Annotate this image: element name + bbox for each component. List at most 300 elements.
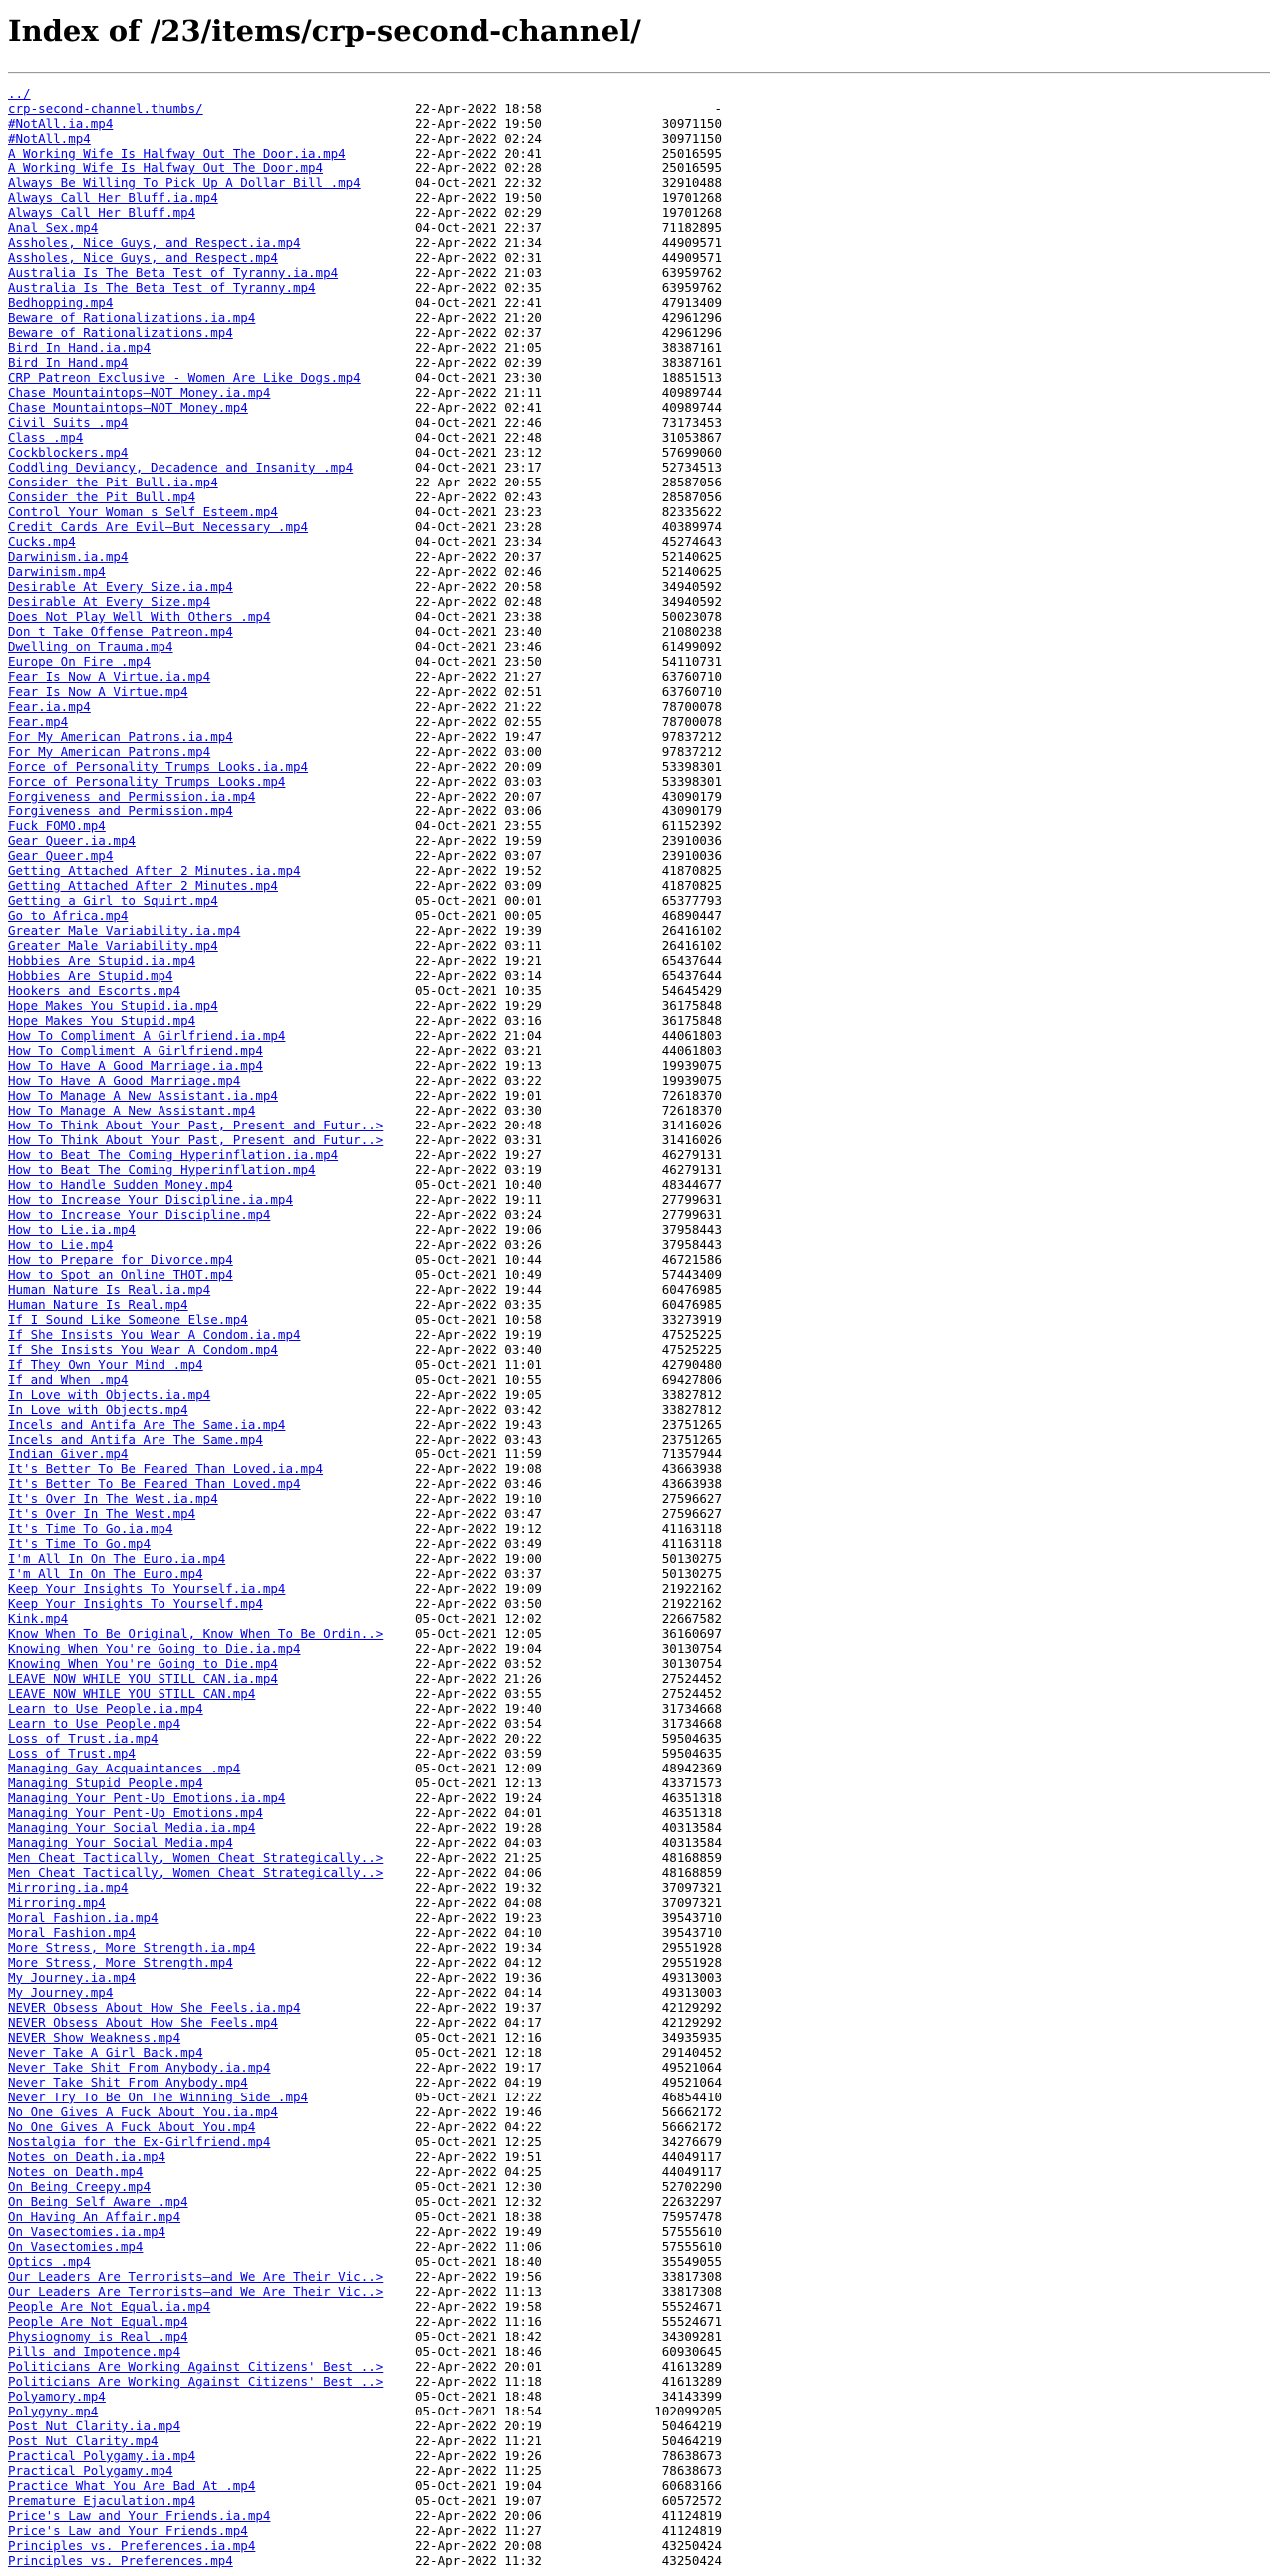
file-row	[8, 2239, 1272, 2254]
file-row	[8, 1447, 1272, 1461]
file-link[interactable]: Assholes, Nice Guys, and Respect.ia.mp4	[8, 234, 301, 250]
file-size: 50130275	[661, 1565, 722, 1581]
file-date: 22-Apr-2022 19:52	[415, 862, 542, 878]
file-link[interactable]: Forgiveness and Permission.ia.mp4	[8, 788, 256, 804]
file-date: 05-Oct-2021 12:32	[415, 2193, 542, 2209]
file-size: 42961296	[661, 324, 722, 340]
file-link[interactable]: How to Beat The Coming Hyperinflation.ia.mp4	[8, 1146, 339, 1162]
file-link[interactable]: Post Nut Clarity.mp4	[8, 2432, 159, 2448]
file-link[interactable]: How to Lie.mp4	[8, 1236, 114, 1252]
file-date: 22-Apr-2022 19:39	[415, 922, 542, 938]
file-link[interactable]: Incels and Antifa Are The Same.mp4	[8, 1431, 263, 1447]
file-link[interactable]: Fear.mp4	[8, 713, 69, 729]
file-link[interactable]: People Are Not Equal.mp4	[8, 2313, 188, 2329]
file-link[interactable]: Darwinism.ia.mp4	[8, 548, 129, 564]
file-row	[8, 161, 1272, 175]
file-size: 34935935	[661, 2029, 722, 2045]
file-row	[8, 504, 1272, 519]
file-link[interactable]: Pills and Impotence.mp4	[8, 2343, 181, 2359]
file-link[interactable]: Civil Suits .mp4	[8, 414, 129, 430]
file-date: 22-Apr-2022 21:04	[415, 1027, 542, 1043]
file-row	[8, 1058, 1272, 1073]
file-link[interactable]: Always Call Her Bluff.ia.mp4	[8, 189, 218, 205]
file-link[interactable]: A Working Wife Is Halfway Out The Door.mp4	[8, 160, 324, 175]
file-row	[8, 1910, 1272, 1925]
file-link[interactable]: Notes on Death.mp4	[8, 2163, 144, 2179]
file-link[interactable]: Force of Personality Trumps Looks.ia.mp4	[8, 758, 309, 774]
file-link[interactable]: How To Have A Good Marriage.ia.mp4	[8, 1057, 263, 1073]
file-size: 65437644	[661, 952, 722, 968]
file-link[interactable]: LEAVE NOW WHILE YOU STILL CAN.mp4	[8, 1685, 256, 1701]
file-link[interactable]: I'm All In On The Euro.mp4	[8, 1565, 203, 1581]
file-link[interactable]: Price's Law and Your Friends.ia.mp4	[8, 2507, 271, 2523]
file-link[interactable]: On Vasectomies.ia.mp4	[8, 2223, 166, 2239]
file-date: 22-Apr-2022 20:09	[415, 758, 542, 774]
file-link[interactable]: Our Leaders Are Terrorists—and We Are Their Vic..>	[8, 2268, 384, 2284]
file-size: 54645429	[661, 982, 722, 998]
file-link[interactable]: Mirroring.ia.mp4	[8, 1879, 129, 1895]
file-row	[8, 564, 1272, 579]
file-link[interactable]: crp-second-channel.thumbs/	[8, 100, 203, 116]
file-link[interactable]: Keep Your Insights To Yourself.mp4	[8, 1595, 263, 1611]
file-link[interactable]: Don t Take Offense Patreon.mp4	[8, 623, 233, 639]
file-link[interactable]: Indian Giver.mp4	[8, 1446, 129, 1461]
file-link[interactable]: Men Cheat Tactically, Women Cheat Strategically..>	[8, 1849, 384, 1865]
file-link[interactable]: Forgiveness and Permission.mp4	[8, 803, 233, 818]
file-date: 22-Apr-2022 19:23	[415, 1909, 542, 1925]
file-link[interactable]: It's Time To Go.mp4	[8, 1535, 151, 1551]
file-date: 22-Apr-2022 21:11	[415, 384, 542, 400]
file-link[interactable]: Beware of Rationalizations.ia.mp4	[8, 309, 256, 325]
file-row	[8, 2269, 1272, 2284]
file-link[interactable]: Assholes, Nice Guys, and Respect.mp4	[8, 249, 278, 265]
file-link[interactable]: Australia Is The Beta Test of Tyranny.mp4	[8, 279, 316, 295]
file-link[interactable]: For My American Patrons.mp4	[8, 743, 211, 759]
file-link[interactable]: #NotAll.mp4	[8, 130, 91, 146]
file-row	[8, 1626, 1272, 1641]
file-link[interactable]: For My American Patrons.ia.mp4	[8, 728, 233, 744]
file-link[interactable]: Know When To Be Original, Know When To Be Ordin..>	[8, 1625, 384, 1641]
file-link[interactable]: A Working Wife Is Halfway Out The Door.ia.mp4	[8, 145, 346, 161]
file-link[interactable]: On Being Self Aware .mp4	[8, 2193, 188, 2209]
file-listing	[8, 86, 1272, 2568]
file-link[interactable]: Loss of Trust.ia.mp4	[8, 1730, 159, 1746]
file-size: 40389974	[661, 518, 722, 534]
file-date: 05-Oct-2021 12:25	[415, 2133, 542, 2149]
file-link[interactable]: Consider the Pit Bull.mp4	[8, 488, 196, 504]
file-link[interactable]: Physiognomy is Real .mp4	[8, 2328, 188, 2344]
file-link[interactable]: How to Handle Sudden Money.mp4	[8, 1176, 233, 1192]
file-row	[8, 445, 1272, 460]
page-title: Index of /23/items/crp-second-channel/	[8, 14, 641, 48]
file-link[interactable]: Bedhopping.mp4	[8, 294, 114, 310]
file-link[interactable]: No One Gives A Fuck About You.mp4	[8, 2118, 256, 2134]
file-size: 27596627	[661, 1490, 722, 1506]
file-size: 72618370	[661, 1102, 722, 1118]
file-link[interactable]: Principles vs. Preferences.mp4	[8, 2552, 233, 2568]
file-row	[8, 1880, 1272, 1895]
file-link[interactable]: Desirable At Every Size.mp4	[8, 593, 211, 609]
file-date: 22-Apr-2022 19:11	[415, 1191, 542, 1207]
file-link[interactable]: Nostalgia for the Ex-Girlfriend.mp4	[8, 2133, 271, 2149]
file-link[interactable]: Class .mp4	[8, 429, 84, 445]
file-link[interactable]: Managing Stupid People.mp4	[8, 1774, 203, 1790]
file-row	[8, 190, 1272, 205]
file-link[interactable]: Politicians Are Working Against Citizens' Best ..>	[8, 2358, 384, 2374]
file-link[interactable]: Loss of Trust.mp4	[8, 1745, 136, 1761]
file-link[interactable]: How To Manage A New Assistant.ia.mp4	[8, 1087, 278, 1103]
file-row	[8, 2209, 1272, 2224]
file-date: 22-Apr-2022 04:22	[415, 2118, 542, 2134]
file-link[interactable]: Desirable At Every Size.ia.mp4	[8, 578, 233, 594]
file-size: 97837212	[661, 728, 722, 744]
file-link[interactable]: Principles vs. Preferences.ia.mp4	[8, 2537, 256, 2553]
file-link[interactable]: #NotAll.ia.mp4	[8, 115, 114, 131]
file-row	[8, 2433, 1272, 2448]
file-row	[8, 2359, 1272, 2374]
file-row	[8, 893, 1272, 908]
file-size: 48168859	[661, 1849, 722, 1865]
file-row	[8, 1342, 1272, 1357]
file-link[interactable]: It's Better To Be Feared Than Loved.ia.mp4	[8, 1460, 324, 1476]
file-link[interactable]: How to Increase Your Discipline.ia.mp4	[8, 1191, 293, 1207]
file-date: 04-Oct-2021 22:37	[415, 219, 542, 235]
file-date: 22-Apr-2022 04:19	[415, 2074, 542, 2090]
file-link[interactable]: Greater Male Variability.mp4	[8, 937, 218, 953]
file-link[interactable]: How To Have A Good Marriage.mp4	[8, 1072, 241, 1088]
file-date: 22-Apr-2022 11:27	[415, 2522, 542, 2538]
file-row	[8, 2254, 1272, 2269]
file-link[interactable]: Dwelling on Trauma.mp4	[8, 638, 173, 654]
file-link[interactable]: Politicians Are Working Against Citizens' Best ..>	[8, 2373, 384, 2389]
parent-directory-row	[8, 86, 1272, 101]
file-link[interactable]: If I Sound Like Someone Else.mp4	[8, 1311, 248, 1327]
file-link[interactable]: Never Take Shit From Anybody.mp4	[8, 2074, 248, 2090]
file-size: 50130275	[661, 1550, 722, 1566]
file-size: 27799631	[661, 1206, 722, 1222]
file-row	[8, 998, 1272, 1013]
file-link[interactable]: Hope Makes You Stupid.mp4	[8, 1012, 196, 1028]
file-date: 22-Apr-2022 02:28	[415, 160, 542, 175]
file-date: 22-Apr-2022 03:11	[415, 937, 542, 953]
file-link[interactable]: Fear Is Now A Virtue.mp4	[8, 683, 188, 699]
file-size: 52140625	[661, 548, 722, 564]
file-link[interactable]: Polygyny.mp4	[8, 2403, 99, 2418]
file-link[interactable]: Consider the Pit Bull.ia.mp4	[8, 474, 218, 489]
file-row	[8, 669, 1272, 684]
file-link[interactable]: Fuck FOMO.mp4	[8, 817, 106, 833]
file-link[interactable]: Never Take Shit From Anybody.ia.mp4	[8, 2059, 271, 2075]
file-size: 29551928	[661, 1939, 722, 1955]
file-row	[8, 744, 1272, 759]
file-link[interactable]: No One Gives A Fuck About You.ia.mp4	[8, 2103, 278, 2119]
file-row	[8, 579, 1272, 594]
file-link[interactable]: Optics .mp4	[8, 2253, 91, 2269]
file-link[interactable]: CRP Patreon Exclusive - Women Are Like Dogs.mp4	[8, 369, 361, 385]
file-link[interactable]: Never Take A Girl Back.mp4	[8, 2044, 203, 2060]
file-link[interactable]: Keep Your Insights To Yourself.ia.mp4	[8, 1580, 286, 1596]
file-size: 31734668	[661, 1700, 722, 1716]
file-size: 56662172	[661, 2103, 722, 2119]
file-date: 05-Oct-2021 12:13	[415, 1774, 542, 1790]
file-date: 05-Oct-2021 18:40	[415, 2253, 542, 2269]
file-link[interactable]: Never Try To Be On The Winning Side .mp4	[8, 2089, 309, 2104]
file-link[interactable]: On Having An Affair.mp4	[8, 2208, 181, 2224]
file-date: 22-Apr-2022 19:51	[415, 2148, 542, 2164]
file-link[interactable]: It's Over In The West.ia.mp4	[8, 1490, 218, 1506]
file-size: 41613289	[661, 2358, 722, 2374]
file-link[interactable]: Managing Gay Acquaintances .mp4	[8, 1760, 241, 1775]
file-link[interactable]: Human Nature Is Real.mp4	[8, 1296, 188, 1312]
file-date: 22-Apr-2022 03:26	[415, 1236, 542, 1252]
file-link[interactable]: Price's Law and Your Friends.mp4	[8, 2522, 248, 2538]
file-link[interactable]: Getting Attached After 2 Minutes.mp4	[8, 877, 278, 893]
file-size: 50023078	[661, 608, 722, 624]
file-row	[8, 2000, 1272, 2015]
file-size: 43250424	[661, 2552, 722, 2568]
file-link[interactable]: If They Own Your Mind .mp4	[8, 1356, 203, 1372]
file-date: 22-Apr-2022 20:01	[415, 2358, 542, 2374]
file-link[interactable]: Chase Mountaintops—NOT Money.ia.mp4	[8, 384, 271, 400]
file-size: 48344677	[661, 1176, 722, 1192]
file-row	[8, 370, 1272, 385]
file-link[interactable]: How to Spot an Online THOT.mp4	[8, 1266, 233, 1282]
file-link[interactable]: Chase Mountaintops—NOT Money.mp4	[8, 399, 248, 415]
file-link[interactable]: Does Not Play Well With Others .mp4	[8, 608, 271, 624]
file-link[interactable]: Darwinism.mp4	[8, 563, 106, 579]
file-link[interactable]: Cucks.mp4	[8, 533, 76, 549]
file-link[interactable]: Europe On Fire .mp4	[8, 653, 151, 669]
file-link[interactable]: Notes on Death.ia.mp4	[8, 2148, 166, 2164]
file-link[interactable]: Learn to Use People.mp4	[8, 1715, 181, 1731]
file-row	[8, 1252, 1272, 1267]
file-size: 43663938	[661, 1460, 722, 1476]
file-link[interactable]: Coddling Deviancy, Decadence and Insanity .mp4	[8, 459, 354, 475]
file-link[interactable]: Moral Fashion.ia.mp4	[8, 1909, 159, 1925]
file-link[interactable]: Practice What You Are Bad At .mp4	[8, 2477, 256, 2493]
file-size: -	[714, 100, 722, 116]
file-date: 22-Apr-2022 19:28	[415, 1819, 542, 1835]
file-row	[8, 2508, 1272, 2523]
file-link[interactable]: If and When .mp4	[8, 1371, 129, 1387]
file-link[interactable]: Premature Ejaculation.mp4	[8, 2492, 196, 2508]
file-link[interactable]: Bird In Hand.ia.mp4	[8, 339, 151, 355]
file-link[interactable]: If She Insists You Wear A Condom.mp4	[8, 1341, 278, 1357]
file-row	[8, 175, 1272, 190]
file-link[interactable]: Kink.mp4	[8, 1610, 69, 1626]
file-link[interactable]: How To Think About Your Past, Present and Futur..>	[8, 1131, 384, 1147]
file-size: 37958443	[661, 1221, 722, 1237]
parent-directory-link[interactable]: ../	[8, 85, 31, 101]
file-link[interactable]: Managing Your Social Media.ia.mp4	[8, 1819, 256, 1835]
file-row	[8, 1267, 1272, 1282]
file-size: 31053867	[661, 429, 722, 445]
file-date: 22-Apr-2022 03:14	[415, 967, 542, 983]
file-link[interactable]: Managing Your Pent-Up Emotions.mp4	[8, 1804, 263, 1820]
file-date: 22-Apr-2022 04:01	[415, 1804, 542, 1820]
file-size: 52734513	[661, 459, 722, 475]
file-link[interactable]: If She Insists You Wear A Condom.ia.mp4	[8, 1326, 301, 1342]
file-link[interactable]: NEVER Obsess About How She Feels.ia.mp4	[8, 1999, 301, 2015]
file-link[interactable]: How to Lie.ia.mp4	[8, 1221, 136, 1237]
file-date: 22-Apr-2022 03:35	[415, 1296, 542, 1312]
file-link[interactable]: Human Nature Is Real.ia.mp4	[8, 1281, 211, 1297]
file-link[interactable]: Bird In Hand.mp4	[8, 354, 129, 370]
file-link[interactable]: In Love with Objects.mp4	[8, 1401, 188, 1417]
file-row	[8, 1506, 1272, 1521]
file-link[interactable]: On Being Creepy.mp4	[8, 2178, 151, 2194]
file-row	[8, 2418, 1272, 2433]
file-row	[8, 1970, 1272, 1985]
file-row	[8, 594, 1272, 609]
file-size: 34276679	[661, 2133, 722, 2149]
file-link[interactable]: NEVER Obsess About How She Feels.mp4	[8, 2014, 278, 2030]
file-link[interactable]: Hope Makes You Stupid.ia.mp4	[8, 997, 218, 1013]
file-link[interactable]: Greater Male Variability.ia.mp4	[8, 922, 241, 938]
file-size: 56662172	[661, 2118, 722, 2134]
file-link[interactable]: Practical Polygamy.ia.mp4	[8, 2447, 196, 2463]
file-link[interactable]: Hookers and Escorts.mp4	[8, 982, 181, 998]
file-size: 44909571	[661, 234, 722, 250]
file-link[interactable]: How To Compliment A Girlfriend.mp4	[8, 1042, 263, 1058]
file-link[interactable]: Knowing When You're Going to Die.ia.mp4	[8, 1640, 301, 1656]
file-link[interactable]: Beware of Rationalizations.mp4	[8, 324, 233, 340]
file-date: 22-Apr-2022 19:24	[415, 1789, 542, 1805]
file-date: 22-Apr-2022 19:37	[415, 1999, 542, 2015]
file-row	[8, 1118, 1272, 1132]
file-link[interactable]: People Are Not Equal.ia.mp4	[8, 2298, 211, 2314]
file-size: 78700078	[661, 713, 722, 729]
file-link[interactable]: Always Be Willing To Pick Up A Dollar Bill .mp4	[8, 174, 361, 190]
file-size: 28587056	[661, 488, 722, 504]
file-link[interactable]: Always Call Her Bluff.mp4	[8, 204, 196, 220]
file-link[interactable]: How To Manage A New Assistant.mp4	[8, 1102, 256, 1118]
file-date: 05-Oct-2021 10:44	[415, 1251, 542, 1267]
file-date: 05-Oct-2021 18:54	[415, 2403, 542, 2418]
file-link[interactable]: LEAVE NOW WHILE YOU STILL CAN.ia.mp4	[8, 1670, 278, 1686]
file-link[interactable]: Getting a Girl to Squirt.mp4	[8, 892, 218, 908]
file-size: 61499092	[661, 638, 722, 654]
file-size: 52702290	[661, 2178, 722, 2194]
file-link[interactable]: Fear.ia.mp4	[8, 698, 91, 714]
file-row	[8, 983, 1272, 998]
file-link[interactable]: How to Prepare for Divorce.mp4	[8, 1251, 233, 1267]
file-link[interactable]: Go to Africa.mp4	[8, 907, 129, 923]
file-size: 36160697	[661, 1625, 722, 1641]
file-date: 22-Apr-2022 03:55	[415, 1685, 542, 1701]
file-link[interactable]: Managing Your Social Media.mp4	[8, 1834, 233, 1850]
file-date: 22-Apr-2022 03:52	[415, 1655, 542, 1671]
file-row	[8, 654, 1272, 669]
file-link[interactable]: Hobbies Are Stupid.mp4	[8, 967, 173, 983]
file-size: 42129292	[661, 2014, 722, 2030]
file-link[interactable]: Our Leaders Are Terrorists—and We Are Their Vic..>	[8, 2283, 384, 2299]
file-link[interactable]: Getting Attached After 2 Minutes.ia.mp4	[8, 862, 301, 878]
file-size: 41124819	[661, 2522, 722, 2538]
file-link[interactable]: NEVER Show Weakness.mp4	[8, 2029, 181, 2045]
file-link[interactable]: Cockblockers.mp4	[8, 444, 129, 460]
file-link[interactable]: Incels and Antifa Are The Same.ia.mp4	[8, 1416, 286, 1432]
file-link[interactable]: Post Nut Clarity.ia.mp4	[8, 2417, 181, 2433]
file-link[interactable]: My Journey.mp4	[8, 1984, 114, 2000]
file-link[interactable]: Gear Queer.ia.mp4	[8, 832, 136, 848]
file-date: 22-Apr-2022 02:39	[415, 354, 542, 370]
file-row	[8, 1596, 1272, 1611]
file-link[interactable]: Control Your Woman s Self Esteem.mp4	[8, 503, 278, 519]
file-row	[8, 116, 1272, 131]
file-link[interactable]: I'm All In On The Euro.ia.mp4	[8, 1550, 226, 1566]
file-link[interactable]: How To Think About Your Past, Present and Futur..>	[8, 1117, 384, 1132]
file-link[interactable]: How to Beat The Coming Hyperinflation.mp4	[8, 1161, 316, 1177]
file-row	[8, 1103, 1272, 1118]
file-date: 22-Apr-2022 02:37	[415, 324, 542, 340]
file-size: 53398301	[661, 773, 722, 789]
file-row	[8, 1536, 1272, 1551]
file-size: 41163118	[661, 1520, 722, 1536]
file-link[interactable]: Gear Queer.mp4	[8, 847, 114, 863]
file-row	[8, 2104, 1272, 2119]
file-size: 78638673	[661, 2462, 722, 2478]
file-row	[8, 2538, 1272, 2553]
file-size: 53398301	[661, 758, 722, 774]
file-link[interactable]: In Love with Objects.ia.mp4	[8, 1386, 211, 1402]
file-link[interactable]: Force of Personality Trumps Looks.mp4	[8, 773, 286, 789]
file-link[interactable]: Fear Is Now A Virtue.ia.mp4	[8, 668, 211, 684]
file-date: 05-Oct-2021 11:59	[415, 1446, 542, 1461]
file-link[interactable]: It's Time To Go.ia.mp4	[8, 1520, 173, 1536]
file-link[interactable]: Australia Is The Beta Test of Tyranny.ia.mp4	[8, 264, 339, 280]
file-link[interactable]: Men Cheat Tactically, Women Cheat Strategically..>	[8, 1864, 384, 1880]
file-row	[8, 2314, 1272, 2329]
file-size: 63959762	[661, 264, 722, 280]
file-link[interactable]: Mirroring.mp4	[8, 1894, 106, 1910]
file-link[interactable]: How To Compliment A Girlfriend.ia.mp4	[8, 1027, 286, 1043]
file-row	[8, 475, 1272, 489]
file-size: 23910036	[661, 832, 722, 848]
file-link[interactable]: Practical Polygamy.mp4	[8, 2462, 173, 2478]
file-link[interactable]: Managing Your Pent-Up Emotions.ia.mp4	[8, 1789, 286, 1805]
file-link[interactable]: Hobbies Are Stupid.ia.mp4	[8, 952, 196, 968]
file-link[interactable]: My Journey.ia.mp4	[8, 1969, 136, 1985]
file-link[interactable]: Moral Fashion.mp4	[8, 1924, 136, 1940]
file-row	[8, 1013, 1272, 1028]
file-size: 32910488	[661, 174, 722, 190]
file-link[interactable]: More Stress, More Strength.ia.mp4	[8, 1939, 256, 1955]
file-link[interactable]: Learn to Use People.ia.mp4	[8, 1700, 203, 1716]
file-date: 22-Apr-2022 04:08	[415, 1894, 542, 1910]
file-link[interactable]: Anal Sex.mp4	[8, 219, 99, 235]
file-date: 04-Oct-2021 23:30	[415, 369, 542, 385]
file-link[interactable]: On Vasectomies.mp4	[8, 2238, 144, 2254]
file-row	[8, 2134, 1272, 2149]
file-date: 22-Apr-2022 02:41	[415, 399, 542, 415]
file-date: 22-Apr-2022 20:08	[415, 2537, 542, 2553]
file-row	[8, 2015, 1272, 2030]
file-size: 71182895	[661, 219, 722, 235]
file-link[interactable]: How to Increase Your Discipline.mp4	[8, 1206, 271, 1222]
file-row	[8, 1192, 1272, 1207]
file-link[interactable]: Knowing When You're Going to Die.mp4	[8, 1655, 278, 1671]
file-size: 44049117	[661, 2163, 722, 2179]
file-link[interactable]: Polyamory.mp4	[8, 2388, 106, 2404]
file-link[interactable]: Credit Cards Are Evil—But Necessary .mp4	[8, 518, 309, 534]
file-link[interactable]: It's Over In The West.mp4	[8, 1505, 196, 1521]
file-link[interactable]: More Stress, More Strength.mp4	[8, 1954, 233, 1970]
file-date: 04-Oct-2021 22:41	[415, 294, 542, 310]
file-link[interactable]: It's Better To Be Feared Than Loved.mp4	[8, 1475, 301, 1491]
file-row	[8, 923, 1272, 938]
file-size: 38387161	[661, 354, 722, 370]
